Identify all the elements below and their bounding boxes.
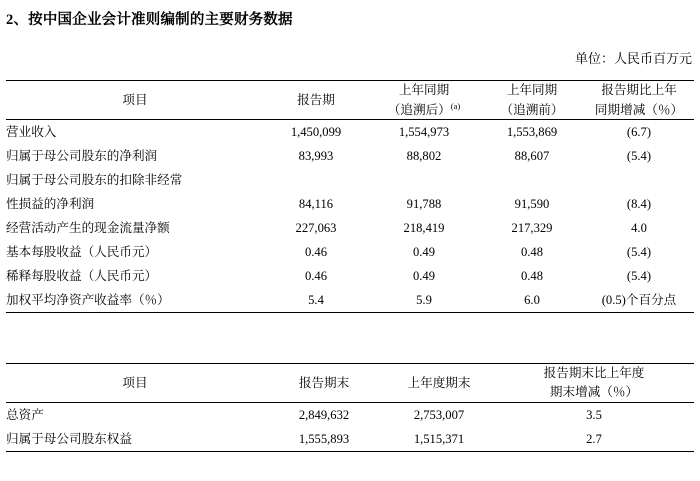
row-value: 1,554,973 (368, 120, 480, 145)
row-value: 0.46 (304, 269, 328, 284)
row-value: 5.9 (368, 288, 480, 313)
row-label: 经营活动产生的现金流量净额 (6, 221, 170, 236)
row-label: 基本每股收益（人民币元） (6, 245, 158, 260)
footnote-marker-a: (a) (450, 101, 461, 111)
row-label: 性损益的净利润 (6, 197, 95, 212)
table-row (6, 168, 694, 192)
row-value: 217,329 (511, 221, 553, 236)
row-value: (5.4) (626, 245, 652, 260)
row-value: 91,788 (406, 197, 442, 212)
main-financial-table (6, 80, 694, 313)
row-value: (6.7) (584, 120, 694, 145)
table-row (6, 427, 694, 452)
balance-sheet-table (6, 363, 694, 452)
header-change-line2: 同期增减（％） (594, 102, 684, 117)
row-label: 总资产 (6, 403, 264, 428)
table-row (6, 120, 694, 145)
table-row (6, 264, 694, 288)
row-value (584, 168, 694, 192)
row-label: 归属于母公司股东权益 (6, 427, 264, 452)
row-value: 0.49 (412, 269, 436, 284)
row-value: 3.5 (494, 403, 694, 428)
table-row (6, 216, 694, 240)
table-row (6, 144, 694, 168)
row-value: 4.0 (631, 221, 647, 236)
header-item: 项目 (6, 364, 264, 403)
row-value: 1,555,893 (264, 427, 384, 452)
row-value: 2.7 (494, 427, 694, 452)
row-value: 91,590 (514, 197, 550, 212)
header-prior-original-line2: （追溯前） (500, 102, 564, 117)
row-value: 1,553,869 (480, 120, 584, 145)
table-row (6, 288, 694, 313)
header-item: 项目 (6, 81, 264, 120)
table-row (6, 192, 694, 216)
row-label: 加权平均净资产收益率（％） (6, 288, 264, 313)
header-prior-original-line1: 上年同期 (480, 81, 584, 101)
table-row (6, 403, 694, 428)
row-value: 0.48 (520, 245, 544, 260)
row-value: 227,063 (295, 221, 337, 236)
row-value: 88,802 (406, 149, 442, 164)
row-label: 归属于母公司股东的扣除非经常 (6, 173, 183, 188)
row-value: 0.48 (520, 269, 544, 284)
row-value: 88,607 (514, 149, 550, 164)
row-value: 6.0 (480, 288, 584, 313)
table-header-row-1 (6, 81, 694, 101)
row-value: 2,849,632 (264, 403, 384, 428)
unit-label: 单位：人民币百万元 (574, 51, 692, 66)
row-value (368, 168, 480, 192)
header-prior-restated-line1: 上年同期 (368, 81, 480, 101)
table2-header-row-1 (6, 364, 694, 384)
header-period-end: 报告期末 (264, 364, 384, 403)
row-value: 2,753,007 (384, 403, 494, 428)
table-row (6, 240, 694, 264)
row-value: 0.46 (304, 245, 328, 260)
row-value: (5.4) (626, 149, 652, 164)
row-value: 84,116 (298, 197, 334, 212)
row-value: 1,515,371 (384, 427, 494, 452)
header-change-line1: 报告期末比上年度 (494, 364, 694, 384)
header-change-line1: 报告期比上年 (584, 81, 694, 101)
row-value (480, 168, 584, 192)
header-change-line2: 期末增减（％） (549, 385, 639, 400)
row-value: 218,419 (403, 221, 445, 236)
header-prior-year-end: 上年度期末 (384, 364, 494, 403)
row-value (264, 168, 368, 192)
row-value: 0.49 (412, 245, 436, 260)
row-label: 归属于母公司股东的净利润 (6, 149, 158, 164)
row-value: (8.4) (626, 197, 652, 212)
row-value: 83,993 (298, 149, 334, 164)
row-label: 稀释每股收益（人民币元） (6, 269, 158, 284)
header-prior-restated-line2 (368, 100, 480, 120)
page-title: 2、按中国企业会计准则编制的主要财务数据 (6, 12, 293, 28)
header-report-period: 报告期 (264, 81, 368, 120)
row-label: 营业收入 (6, 120, 264, 145)
row-value: (0.5)个百分点 (584, 288, 694, 313)
row-value: 1,450,099 (264, 120, 368, 145)
header-prior-restated-line2-text: （追溯后） (387, 103, 451, 118)
row-value: (5.4) (626, 269, 652, 284)
row-value: 5.4 (264, 288, 368, 313)
